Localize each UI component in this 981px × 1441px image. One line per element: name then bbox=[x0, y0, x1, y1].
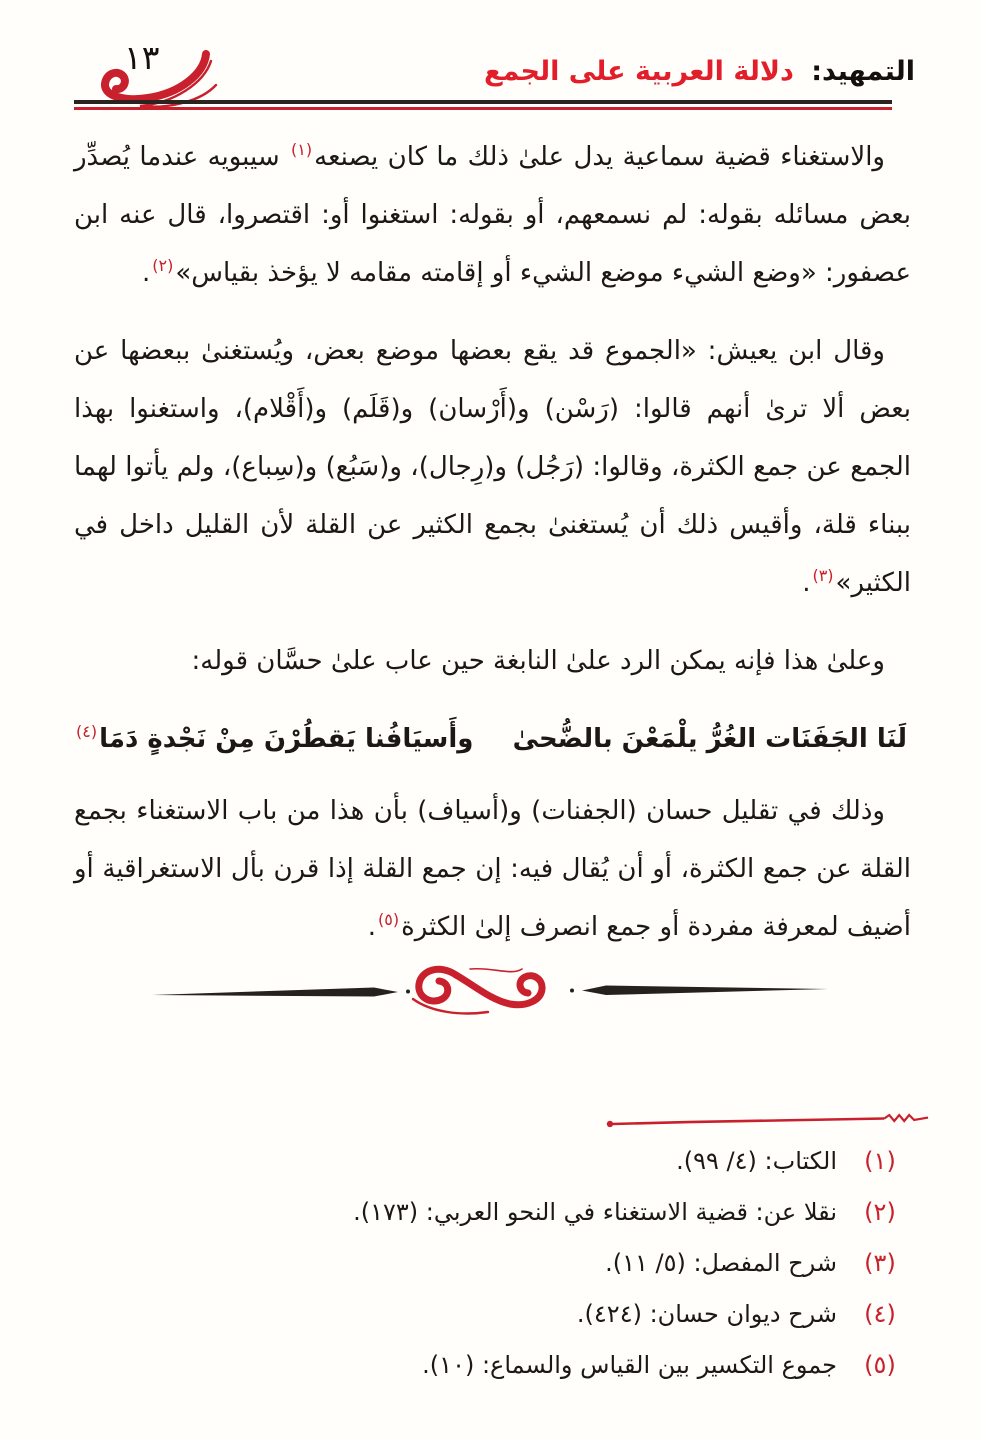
text-run: وقال ابن يعيش: «الجموع قد يقع بعضها موضع بعض، ويُستغنىٰ ببعضها عن بعض ألا ترىٰ أنهم قالوا: (رَسْن) و(أَرْسان) و(قَلَم) و(أَقْلام)، واستغنوا بهذا الجمع عن جمع الكثرة، وقالوا: (رَجُل) و(رِجال)، و(سَبُع) و(سِباع)، ولم يأتوا لهما ببناء قلة، وأقيس ذلك أن يُستغنىٰ بجمع الكثير عن القلة لأن القليل داخل في الكثير» bbox=[74, 336, 911, 598]
footnote-text: جموع التكسير بين القياس والسماع: (١٠). bbox=[422, 1351, 837, 1379]
chapter-header-title: دلالة العربية على الجمع bbox=[484, 56, 794, 87]
chapter-header bbox=[484, 56, 915, 87]
verse-right-hemistich: لَنَا الجَفَنَات الغُرُّ يلْمَعْنَ بالضُّحىٰ bbox=[512, 724, 907, 754]
footnote-item bbox=[40, 1187, 899, 1238]
text-run: . bbox=[802, 568, 811, 598]
footnote-item bbox=[40, 1238, 899, 1289]
header-rule bbox=[74, 100, 892, 110]
footnote-number: (١) bbox=[864, 1147, 896, 1175]
paragraph-4 bbox=[74, 782, 911, 956]
text-run: وعلىٰ هذا فإنه يمكن الرد علىٰ النابغة حين عاب علىٰ حسَّان قوله: bbox=[191, 646, 885, 676]
paragraph-2 bbox=[74, 322, 911, 612]
footnote-item bbox=[40, 1340, 899, 1391]
header-rule-black bbox=[74, 100, 892, 104]
text-run: وأَسيَافُنا يَقطُرْنَ مِنْ نَجْدةٍ دَمَا bbox=[99, 724, 474, 754]
text-run: والاستغناء قضية سماعية يدل علىٰ ذلك ما كان يصنعه bbox=[314, 142, 885, 172]
text-run: . bbox=[141, 258, 151, 288]
footnote-item bbox=[40, 1289, 899, 1340]
footnote-number: (٥) bbox=[864, 1351, 896, 1379]
footnote-number: (٤) bbox=[864, 1300, 896, 1328]
footnote-ref-5: (٥) bbox=[377, 910, 400, 930]
footnotes bbox=[40, 1136, 899, 1391]
footnote-ref-3: (٣) bbox=[812, 566, 834, 586]
footnote-ref-2: (٢) bbox=[152, 256, 174, 276]
verse-left-hemistich bbox=[74, 710, 473, 768]
footnote-item bbox=[40, 1136, 899, 1187]
poetry-line bbox=[74, 710, 907, 768]
page-body bbox=[74, 128, 911, 976]
footnote-text: شرح المفصل: (٥/ ١١). bbox=[605, 1249, 837, 1277]
chapter-header-prefix: التمهيد: bbox=[811, 56, 915, 87]
footnote-separator-icon bbox=[605, 1112, 937, 1130]
section-divider-icon bbox=[150, 960, 830, 1020]
text-run: سيبويه عندما يُصدِّر بعض مسائله بقوله: لم نسمعهم، أو بقوله: استغنوا أو: اقتصروا، قال عنه ابن عصفور: «وضع الشيء موضع الشيء أو إقامته مقامه لا يؤخذ بقياس» bbox=[74, 142, 911, 288]
footnote-ref-4: (٤) bbox=[76, 722, 98, 742]
footnote-text: شرح ديوان حسان: (٤٢٤). bbox=[576, 1300, 837, 1328]
footnote-text: نقلا عن: قضية الاستغناء في النحو العربي: (١٧٣). bbox=[353, 1198, 837, 1226]
text-run: وذلك في تقليل حسان (الجفنات) و(أسياف) بأن هذا من باب الاستغناء بجمع القلة عن جمع الكثرة، أو أن يُقال فيه: إن جمع القلة إذا قرن بأل الاستغراقية أو أضيف لمعرفة مفردة أو جمع انصرف إلىٰ الكثرة bbox=[74, 796, 911, 942]
footnote-text: الكتاب: (٤/ ٩٩). bbox=[676, 1147, 837, 1175]
text-run: . bbox=[367, 912, 376, 942]
paragraph-1 bbox=[74, 128, 911, 302]
footnote-number: (٢) bbox=[864, 1198, 896, 1226]
header-rule-red bbox=[74, 107, 892, 111]
paragraph-3 bbox=[74, 632, 911, 690]
page-number: ١٣ bbox=[124, 38, 160, 77]
footnote-ref-1: (١) bbox=[291, 140, 313, 160]
footnote-number: (٣) bbox=[864, 1249, 896, 1277]
